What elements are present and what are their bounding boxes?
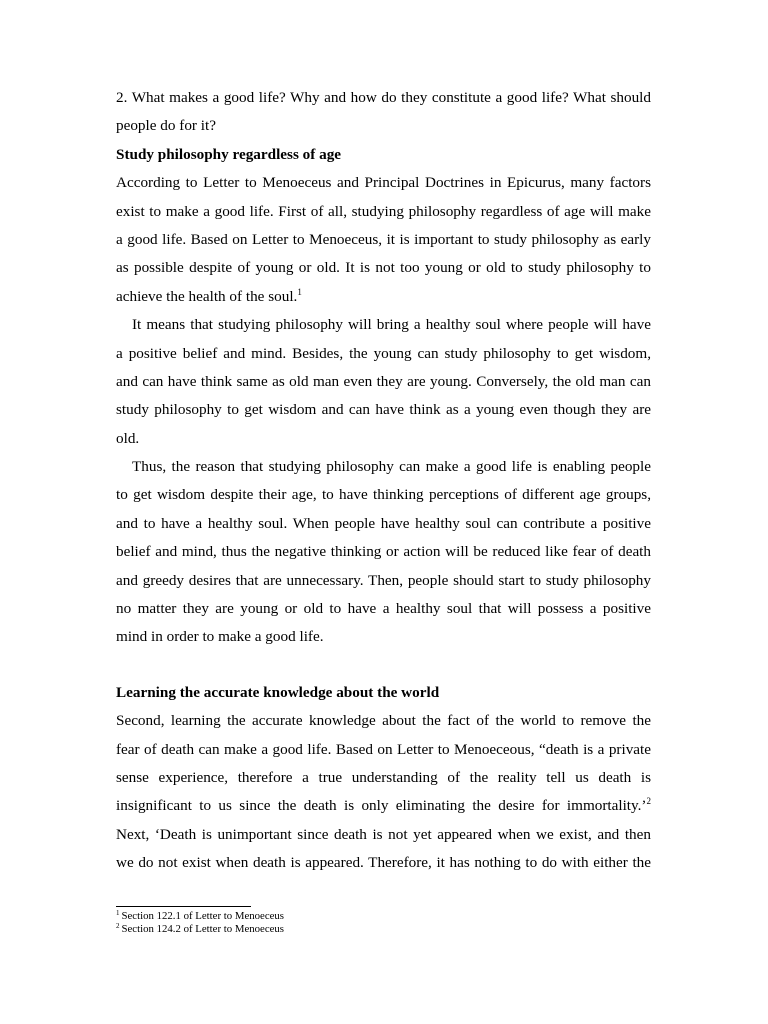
paragraph-line: Second, learning the accurate knowledge about the fact of the world to remove the	[116, 712, 651, 730]
paragraph-line-text: achieve the health of the soul.	[116, 287, 298, 305]
paragraph-line: and greedy desires that are unnecessary. Then, people should start to study philosophy	[116, 571, 651, 589]
paragraph-line: It means that studying philosophy will bring a healthy soul where people will have	[132, 316, 651, 334]
paragraph-line: mind in order to make a good life.	[116, 628, 324, 646]
footnote-text: Section 124.2 of Letter to Menoeceus	[121, 923, 285, 936]
paragraph-line	[116, 283, 651, 311]
paragraph-line: fear of death can make a good life. Based on Letter to Menoeceous, “death is a private	[116, 740, 651, 758]
paragraph-line: no matter they are young or old to have a healthy soul that will possess a positive	[116, 600, 651, 618]
paragraph-line: and can have think same as old man even they are young. Conversely, the old man can	[116, 372, 651, 390]
footnote-text: Section 122.1 of Letter to Menoeceus	[121, 910, 285, 922]
paragraph-line: and to have a healthy soul. When people have healthy soul can contribute a positive	[116, 514, 651, 532]
paragraph-line: as possible despite of young or old. It is not too young or old to study philosophy to	[116, 259, 651, 277]
footnote-2	[116, 923, 651, 936]
question-line: 2. What makes a good life? Why and how do they constitute a good life? What should	[116, 89, 651, 106]
paragraph-line: Thus, the reason that studying philosophy can make a good life is enabling people	[132, 458, 651, 476]
footnotes	[116, 906, 651, 936]
paragraph-line: According to Letter to Menoeceus and Principal Doctrines in Epicurus, many factors	[116, 174, 651, 192]
paragraph-line: a good life. Based on Letter to Menoeceus, it is important to study philosophy as early	[116, 230, 651, 248]
section-heading-accurate-knowledge: Learning the accurate knowledge about the world	[116, 683, 440, 701]
paragraph-line: we do not exist when death is appeared. Therefore, it has nothing to do with either the	[116, 854, 651, 872]
footnote-ref-2[interactable]: 2	[646, 796, 651, 807]
paragraph-line: Next, ‘Death is unimportant since death is not yet appeared when we exist, and then	[116, 825, 651, 843]
document-body	[116, 84, 651, 878]
footnote-ref-1[interactable]: 1	[297, 286, 302, 297]
paragraph-line: sense experience, therefore a true understanding of the reality tell us death is	[116, 768, 651, 786]
paragraph-line-text: insignificant to us since the death is only eliminating the desire for immortality.’	[116, 797, 647, 815]
footnote-mark: 2	[116, 922, 120, 931]
paragraph-line: old.	[116, 429, 140, 447]
paragraph-study-philosophy-intro	[116, 169, 651, 311]
paragraph-line: exist to make a good life. First of all, studying philosophy regardless of age will make	[116, 202, 651, 220]
paragraph-fear-of-death	[116, 707, 651, 877]
footnote-1	[116, 910, 651, 923]
paragraph-healthy-soul	[116, 311, 651, 453]
section-heading-study-philosophy: Study philosophy regardless of age	[116, 145, 342, 163]
paragraph-spacer	[116, 652, 651, 679]
footnote-mark: 1	[116, 909, 120, 917]
footnote-separator	[116, 906, 251, 907]
paragraph-conclusion-study	[116, 453, 651, 652]
question-line: people do for it?	[116, 117, 216, 135]
paragraph-line: study philosophy to get wisdom and can have think as a young even though they are	[116, 401, 651, 419]
paragraph-line: a positive belief and mind. Besides, the young can study philosophy to get wisdom,	[116, 344, 651, 362]
paragraph-line	[116, 792, 651, 820]
paragraph-line: belief and mind, thus the negative thinking or action will be reduced like fear of death	[116, 543, 651, 561]
paragraph-line: to get wisdom despite their age, to have thinking perceptions of different age groups,	[116, 486, 651, 504]
question-heading	[116, 84, 651, 141]
